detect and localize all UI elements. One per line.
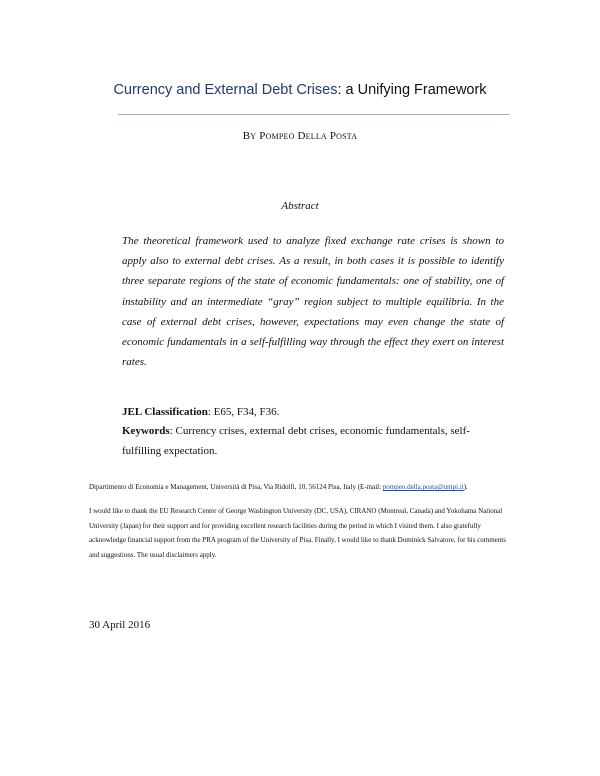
title-rule bbox=[118, 114, 509, 115]
affiliation-text: Dipartimento di Economia e Management, Università di Pisa, Via Ridolfi, 10, 56124 Pisa, Italy (E-mail: bbox=[89, 483, 383, 491]
abstract-text: The theoretical framework used to analyze fixed exchange rate crises is shown to apply also to external debt crises. As a result, in both cases it is possible to identify three separate regions of the state of economic fundamentals: one of stability, one of instability and an intermediate “gray” region subject to multiple equilibria. In the case of external debt crises, however, expectations may even change the state of economic fundamentals in a self-fulfilling way through the effect they exert on interest rates. bbox=[122, 235, 504, 369]
keywords bbox=[122, 421, 504, 461]
jel-codes: : E65, F34, F36. bbox=[207, 406, 280, 418]
jel-label: JEL Classification bbox=[122, 406, 208, 418]
keywords-list: : Currency crises, external debt crises, economic fundamentals, self-fulfilling expectation. bbox=[122, 425, 470, 457]
paper-title bbox=[0, 82, 600, 98]
author-email-link[interactable]: pompeo.della.posta@unipi.it bbox=[382, 483, 464, 491]
author-name: Pompeo Della Posta bbox=[259, 130, 358, 142]
paper-date: 30 April 2016 bbox=[89, 619, 151, 631]
author-prefix: By bbox=[242, 130, 260, 142]
affiliation-close: ). bbox=[463, 483, 468, 491]
keywords-label: Keywords bbox=[122, 425, 170, 437]
title-main: Currency and External Debt Crises bbox=[113, 82, 338, 98]
abstract-heading: Abstract bbox=[281, 200, 319, 212]
author-line bbox=[0, 130, 600, 142]
affiliation-footnote bbox=[89, 481, 511, 494]
acknowledgement-footnote: I would like to thank the EU Research Center of George Washington University (DC, USA), CIRANO (Montreal, Canada) and Yokohama National University (Japan) for their support and for providing excellent research facilities during the period in which I visited them. I also gratefully acknowledge financial support from the PRA program of the University of Pisa. Finally, I would like to thank Dominick Salvatore, for his comments and suggestions. The usual disclaimers apply. bbox=[89, 507, 506, 559]
title-separator: : bbox=[337, 82, 342, 98]
title-subtitle: a Unifying Framework bbox=[341, 82, 487, 98]
jel-classification bbox=[122, 402, 504, 422]
